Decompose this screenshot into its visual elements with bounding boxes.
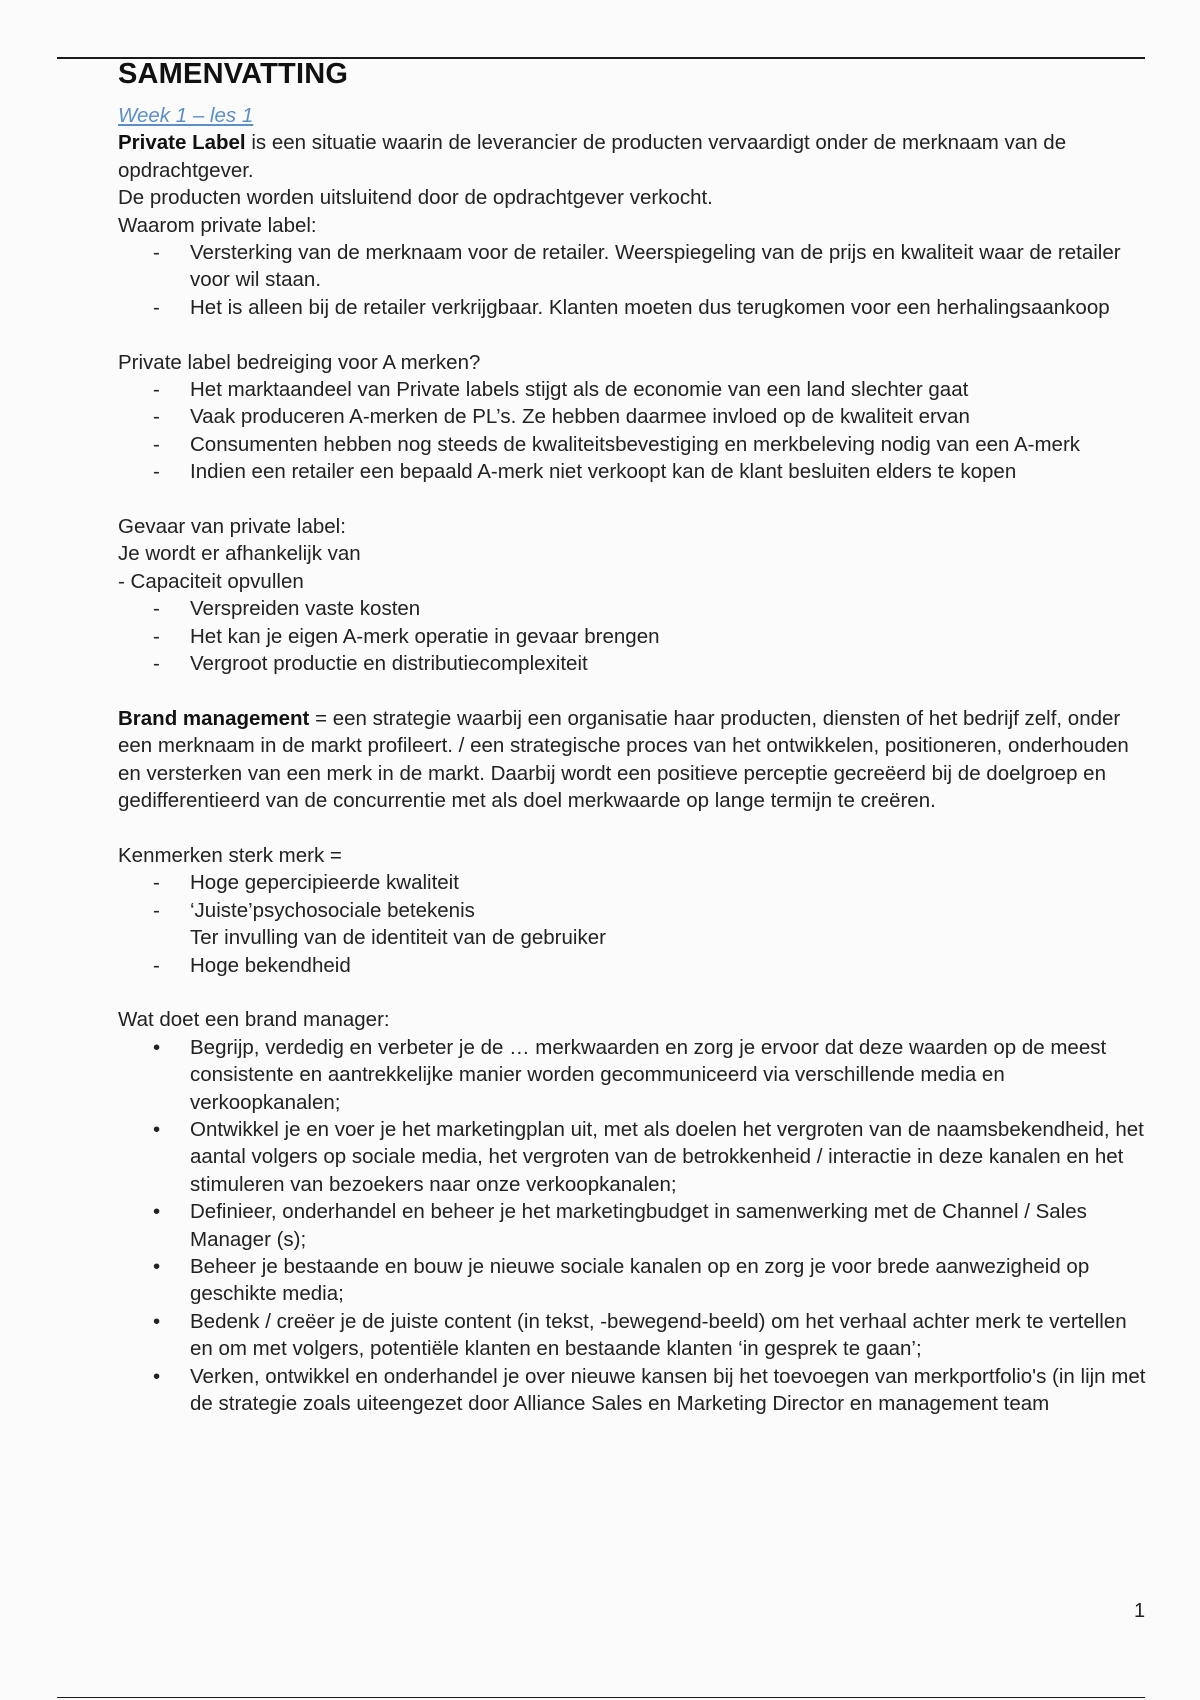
private-label-definition: Private Label is een situatie waarin de leverancier de producten vervaardigt onder de merknaam van de opdrachtgever. (118, 131, 1067, 182)
threat-heading: Private label bedreiging voor A merken? (118, 350, 481, 374)
danger-line: Je wordt er afhankelijk van (118, 542, 361, 566)
page-number: 1 (1134, 1600, 1146, 1622)
list-item: - Hoge gepercipieerde kwaliteit (153, 871, 459, 895)
week-link[interactable]: Week 1 – les 1 (118, 104, 254, 127)
list-item: - Consumenten hebben nog steeds de kwaliteitsbevestiging en merkbeleving nodig van een A-merk (153, 432, 1081, 456)
danger-list (118, 595, 1148, 677)
list-item: - Vergroot productie en distributiecomplexiteit (153, 652, 588, 676)
list-item: - Het kan je eigen A-merk operatie in gevaar brengen (153, 624, 660, 648)
list-item-continuation: Ter invulling van de identiteit van de gebruiker (190, 926, 606, 950)
list-item: • Definieer, onderhandel en beheer je het marketingbudget in samenwerking met de Channel / Sales Manager (s); (153, 1200, 1087, 1251)
document-title: SAMENVATTING (118, 58, 349, 90)
list-item: • Verken, ontwikkel en onderhandel je over nieuwe kansen bij het toevoegen van merkportfolio's (in lijn met de strategie zoals uiteengezet door Alliance Sales en Marketing Director en management team (153, 1364, 1146, 1416)
brand-manager-list (118, 1034, 1148, 1418)
list-item: - Versterking van de merknaam voor de retailer. Weerspiegeling van de prijs en kwaliteit waar de retailer voor wil staan. (153, 241, 1121, 292)
list-item: • Bedenk / creëer je de juiste content (in tekst, -bewegend-beeld) om het verhaal achter merk te vertellen en om met volgers, potentiële klanten en bestaande klanten ‘in gesprek te gaan’; (153, 1309, 1127, 1361)
strong-brand-list (118, 869, 1148, 979)
brand-manager-heading: Wat doet een brand manager: (118, 1008, 390, 1032)
list-item: - Vaak produceren A-merken de PL’s. Ze hebben daarmee invloed op de kwaliteit ervan (153, 405, 970, 429)
why-heading: Waarom private label: (118, 213, 317, 237)
list-item: - Hoge bekendheid (153, 953, 351, 977)
list-item: - ‘Juiste’psychosociale betekenis Ter invulling van de identiteit van de gebruiker (118, 897, 1148, 952)
list-item: - Het is alleen bij de retailer verkrijgbaar. Klanten moeten dus terugkomen voor een herhalingsaankoop (153, 295, 1110, 319)
strong-brand-heading: Kenmerken sterk merk = (118, 843, 342, 867)
danger-sub: - Capaciteit opvullen (118, 569, 304, 593)
list-item: - Indien een retailer een bepaald A-merk niet verkoopt kan de klant besluiten elders te kopen (153, 460, 1017, 484)
danger-heading: Gevaar van private label: (118, 515, 346, 539)
list-item: - Het marktaandeel van Private labels stijgt als de economie van een land slechter gaat (153, 378, 969, 402)
private-label-term: Private Label (118, 131, 246, 155)
list-item: - Verspreiden vaste kosten (153, 597, 421, 621)
brand-management-definition: Brand management = een strategie waarbij een organisatie haar producten, diensten of het bedrijf zelf, onder een merknaam in de markt profileert. / een strategische proces van het ontwikkelen, positioneren, onderhouden en versterken van een merk in de markt. Daarbij wordt een positieve perceptie gecreëerd bij de doelgroep en gedifferentieerd van de concurrentie met als doel merkwaarde op lange termijn te creëren. (118, 706, 1129, 813)
brand-management-term: Brand management (118, 706, 310, 730)
document-page (118, 56, 1148, 1417)
why-list (118, 239, 1148, 321)
list-item: • Ontwikkel je en voer je het marketingplan uit, met als doelen het vergroten van de naamsbekendheid, het aantal volgers op sociale media, het vergroten van de betrokkenheid / interactie in deze kanalen en het stimuleren van bezoekers naar onze verkoopkanalen; (153, 1117, 1144, 1196)
list-item: • Beheer je bestaande en bouw je nieuwe sociale kanalen op en zorg je voor brede aanwezigheid op geschikte media; (153, 1254, 1090, 1306)
private-label-line: De producten worden uitsluitend door de opdrachtgever verkocht. (118, 186, 713, 210)
threat-list (118, 376, 1148, 486)
bottom-rule (57, 1697, 1145, 1698)
list-item: • Begrijp, verdedig en verbeter je de … merkwaarden en zorg je ervoor dat deze waarden op de meest consistente en aantrekkelijke manier worden gecommuniceerd via verschillende media en verkoopkanalen; (153, 1035, 1107, 1114)
